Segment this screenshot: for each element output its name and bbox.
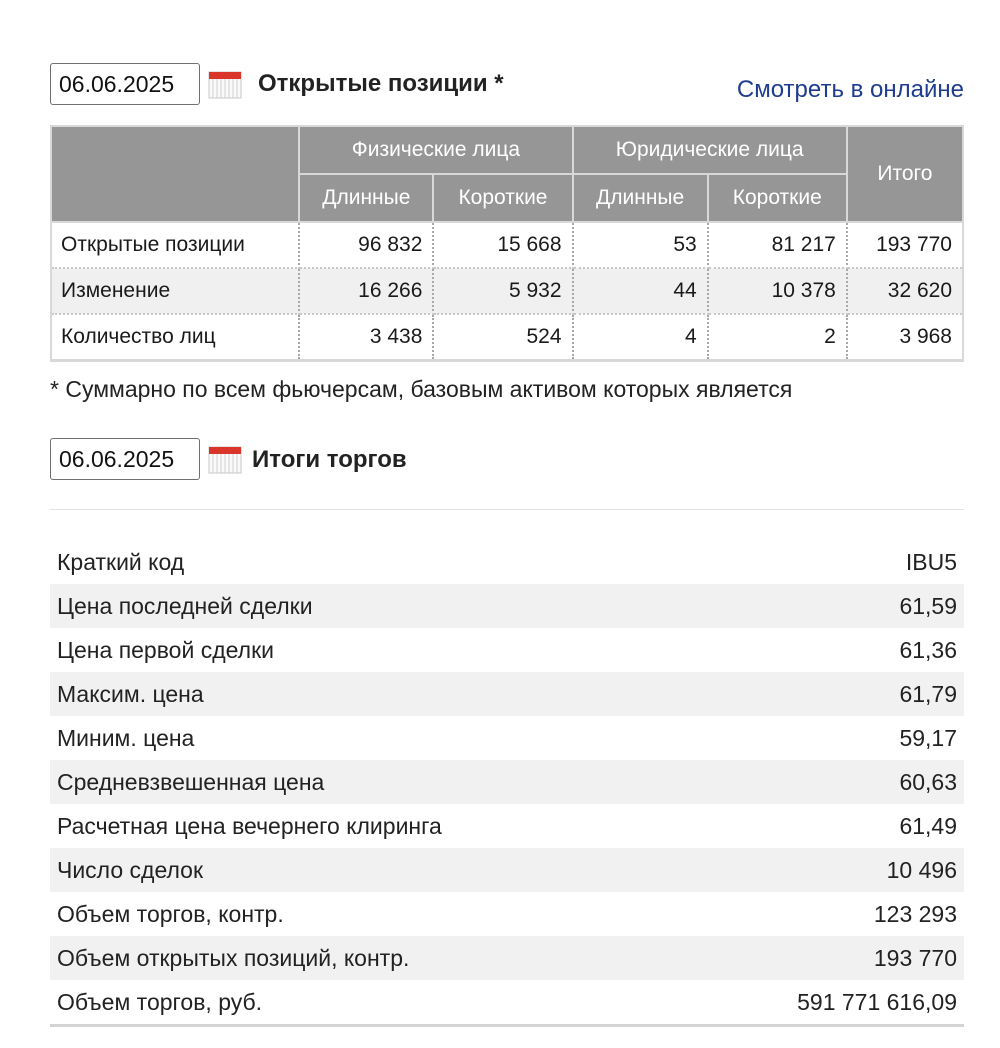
row-label: Объем торгов, контр. xyxy=(57,900,284,927)
subheader-individuals-long: Длинные xyxy=(299,174,433,222)
row-value: 61,59 xyxy=(686,584,964,628)
row-label: Цена последней сделки xyxy=(50,584,686,628)
open-positions-table xyxy=(50,125,964,362)
cell-value: 193 770 xyxy=(847,222,963,268)
header-legal-entities: Юридические лица xyxy=(573,126,847,174)
table-row xyxy=(50,672,964,716)
row-value: 60,63 xyxy=(686,760,964,804)
trade-results-title: Итоги торгов xyxy=(252,446,407,473)
cell-value: 4 xyxy=(573,314,708,361)
row-label: Изменение xyxy=(51,268,299,314)
cell-value: 2 xyxy=(708,314,847,361)
table-row xyxy=(50,628,964,672)
table-row xyxy=(50,760,964,804)
row-label: Число сделок xyxy=(50,848,686,892)
row-label: Расчетная цена вечернего клиринга xyxy=(57,812,442,839)
trade-results-table xyxy=(50,540,964,1027)
row-value: 123 293 xyxy=(873,900,957,927)
header-empty-cell xyxy=(51,126,299,222)
calendar-icon[interactable] xyxy=(208,444,242,474)
open-positions-date-input[interactable]: 06.06.2025 xyxy=(50,63,200,105)
cell-value: 81 217 xyxy=(708,222,847,268)
table-row xyxy=(51,222,963,268)
row-value: 61,36 xyxy=(899,636,957,663)
row-label: Объем торгов, руб. xyxy=(50,980,686,1026)
trade-results-date-input[interactable]: 06.06.2025 xyxy=(50,438,200,480)
row-label: Максим. цена xyxy=(50,672,686,716)
subheader-legal-short: Короткие xyxy=(708,174,847,222)
cell-value: 15 668 xyxy=(433,222,572,268)
table-row xyxy=(50,540,964,584)
cell-value: 32 620 xyxy=(847,268,963,314)
cell-value: 3 968 xyxy=(847,314,963,361)
header-total: Итого xyxy=(847,126,963,222)
row-label: Открытые позиции xyxy=(51,222,299,268)
table-row xyxy=(50,936,964,980)
table-row xyxy=(50,716,964,760)
row-value: 59,17 xyxy=(899,724,957,751)
calendar-icon[interactable] xyxy=(208,69,242,99)
cell-value: 96 832 xyxy=(299,222,433,268)
row-value: 61,79 xyxy=(686,672,964,716)
cell-value: 16 266 xyxy=(299,268,433,314)
open-positions-title: Открытые позиции * xyxy=(258,70,504,97)
row-label: Объем открытых позиций, контр. xyxy=(50,936,686,980)
row-value: IBU5 xyxy=(905,548,957,575)
cell-value: 524 xyxy=(433,314,572,361)
divider xyxy=(50,509,964,510)
row-value: 193 770 xyxy=(686,936,964,980)
row-label: Миним. цена xyxy=(57,724,195,751)
row-value: 61,49 xyxy=(899,812,957,839)
cell-value: 44 xyxy=(573,268,708,314)
row-label: Количество лиц xyxy=(51,314,299,361)
subheader-legal-long: Длинные xyxy=(573,174,708,222)
table-row xyxy=(51,314,963,361)
table-row xyxy=(50,848,964,892)
table-row xyxy=(50,980,964,1026)
cell-value: 53 xyxy=(573,222,708,268)
subheader-individuals-short: Короткие xyxy=(433,174,572,222)
row-value: 591 771 616,09 xyxy=(686,980,964,1026)
view-online-link[interactable]: Смотреть в онлайне xyxy=(736,76,964,103)
footnote: * Суммарно по всем фьючерсам, базовым активом которых является xyxy=(50,376,793,402)
row-value: 10 496 xyxy=(686,848,964,892)
table-row xyxy=(51,268,963,314)
table-row xyxy=(50,892,964,936)
header-individuals: Физические лица xyxy=(299,126,572,174)
cell-value: 5 932 xyxy=(433,268,572,314)
cell-value: 3 438 xyxy=(299,314,433,361)
row-label: Средневзвешенная цена xyxy=(50,760,686,804)
table-row xyxy=(50,584,964,628)
table-row xyxy=(50,804,964,848)
row-label: Краткий код xyxy=(57,548,185,575)
cell-value: 10 378 xyxy=(708,268,847,314)
row-label: Цена первой сделки xyxy=(57,636,274,663)
